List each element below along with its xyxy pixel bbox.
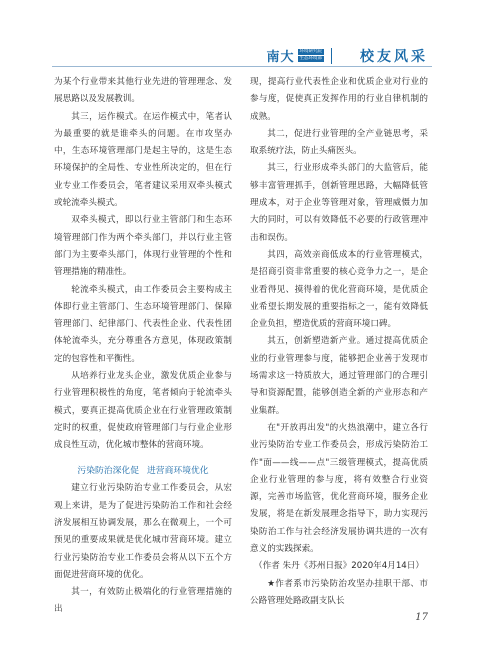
brand-sub-line-2: 生态环境部 bbox=[299, 55, 322, 61]
paragraph: 其一，有效防止极端化的行业管理措施的出 bbox=[54, 587, 232, 615]
paragraph: 双牵头模式，即以行业主管部门和生态环境管理部门作为两个牵头部门，并以行业主管部门为主要牵头部门，体现行业管理的个性和管理措施的精准性。 bbox=[54, 215, 232, 278]
brand-main-text: 南大 bbox=[266, 50, 295, 65]
paragraph: 建立行业污染防治专业工作委员会，从宏观上来讲，是为了促进污染防治工作和社会经济发展相互协调发展，那么在微观上，一个可预见的重要成果就是优化城市营商环境。建立行业污染防治专业工作委员会将从以下五个方面促进营商环境的优化。 bbox=[54, 483, 232, 580]
paragraph: 现，提高行业代表性企业和优质企业对行业的参与度，促使真正发挥作用的行业自律机制的成熟。 bbox=[250, 77, 428, 122]
paragraph: 为某个行业带来其他行业先进的管理理念、发展思路以及发展教训。 bbox=[54, 77, 232, 105]
header-divider bbox=[331, 48, 332, 64]
spacer bbox=[54, 455, 232, 464]
brand-sub-line-1: 环境研究院 bbox=[299, 48, 322, 54]
page-number: 17 bbox=[415, 612, 428, 623]
paragraph: 其二，促进行业管理的全产业链思考，采取系统疗法，防止头痛医头。 bbox=[250, 128, 428, 157]
section-title: 校友风采 bbox=[360, 49, 428, 65]
subheading-part-2: 进营商环境优化 bbox=[147, 466, 209, 477]
paragraph: 其三，运作模式。在运作模式中，笔者认为最重要的就是谁牵头的问题。在市攻坚办中，生态环境管理部门是起主导的，这是生态环境保护的全局性、专业性所决定的，但在行业专业工作委员会，笔者建议采用双牵头模式或轮流牵头模式。 bbox=[54, 111, 232, 209]
page-header bbox=[0, 44, 480, 70]
paragraph: 其三，行业形成牵头部门的大监管后，能够丰富管理抓手，创新管理思路，大幅降低管理成本，对于企业等管理对象，管理威慑力加大的同时，可以有效降低不必要的行政管理冲击和误伤。 bbox=[250, 163, 428, 243]
left-column bbox=[54, 74, 232, 619]
subheading-part-1: 污染防治深化促 bbox=[77, 466, 139, 477]
right-column bbox=[250, 74, 428, 610]
header-rule bbox=[52, 66, 432, 67]
article-byline: （作者 朱丹《苏州日报》2020年4月14日） bbox=[254, 561, 424, 572]
paragraph: 其四，高效亲商低成本的行业管理模式，是招商引资非常重要的核心竞争力之一，是企业看得见、摸得着的优化营商环境，是优质企业希望长期发展的重要指标之一，能有效降低企业负担，塑造优质的营商环境口碑。 bbox=[250, 249, 428, 330]
paragraph: 其五，创新塑造新产业。通过提高优质企业的行业管理参与度，能够把企业善于发现市场需求这一特质放大，通过管理部门的合理引导和资源配置，能够创造全新的产业形态和产业集群。 bbox=[250, 336, 428, 416]
brand-sub-text bbox=[298, 49, 325, 63]
paragraph: 在"开放再出发"的火热浪潮中，建立各行业污染防治专业工作委员会，形成污染防治工作"面——线——点"三级管理模式，提高优质企业行业管理的参与度，将有效整合行业资源，完善市场监管，优化营商环境，服务企业发展，将是在新发展理念指导下，助力实现污染防治工作与社会经济发展协调共进的一次有意义的实践探索。 bbox=[250, 422, 428, 555]
author-note: ★作者系市污染防治攻坚办挂职干部、市公路管理处路政副支队长 bbox=[250, 578, 428, 606]
brand-logo bbox=[266, 46, 324, 65]
paragraph: 轮流牵头模式，由工作委员会主要构成主体即行业主管部门、生态环境管理部门、保障管理部门、纪律部门、代表性企业、代表性团体轮流牵头，充分尊重各方意见，体现政策制定的包容性和平衡性。 bbox=[54, 284, 232, 364]
section-subheading bbox=[54, 463, 232, 480]
paragraph: 从培养行业龙头企业，激发优质企业参与行业管理积极性的角度，笔者倾向于轮流牵头模式，要真正提高优质企业在行业管理政策制定时的权重，促使政府管理部门与行业企业形成良性互动，优化城市整体的营商环境。 bbox=[54, 371, 232, 451]
